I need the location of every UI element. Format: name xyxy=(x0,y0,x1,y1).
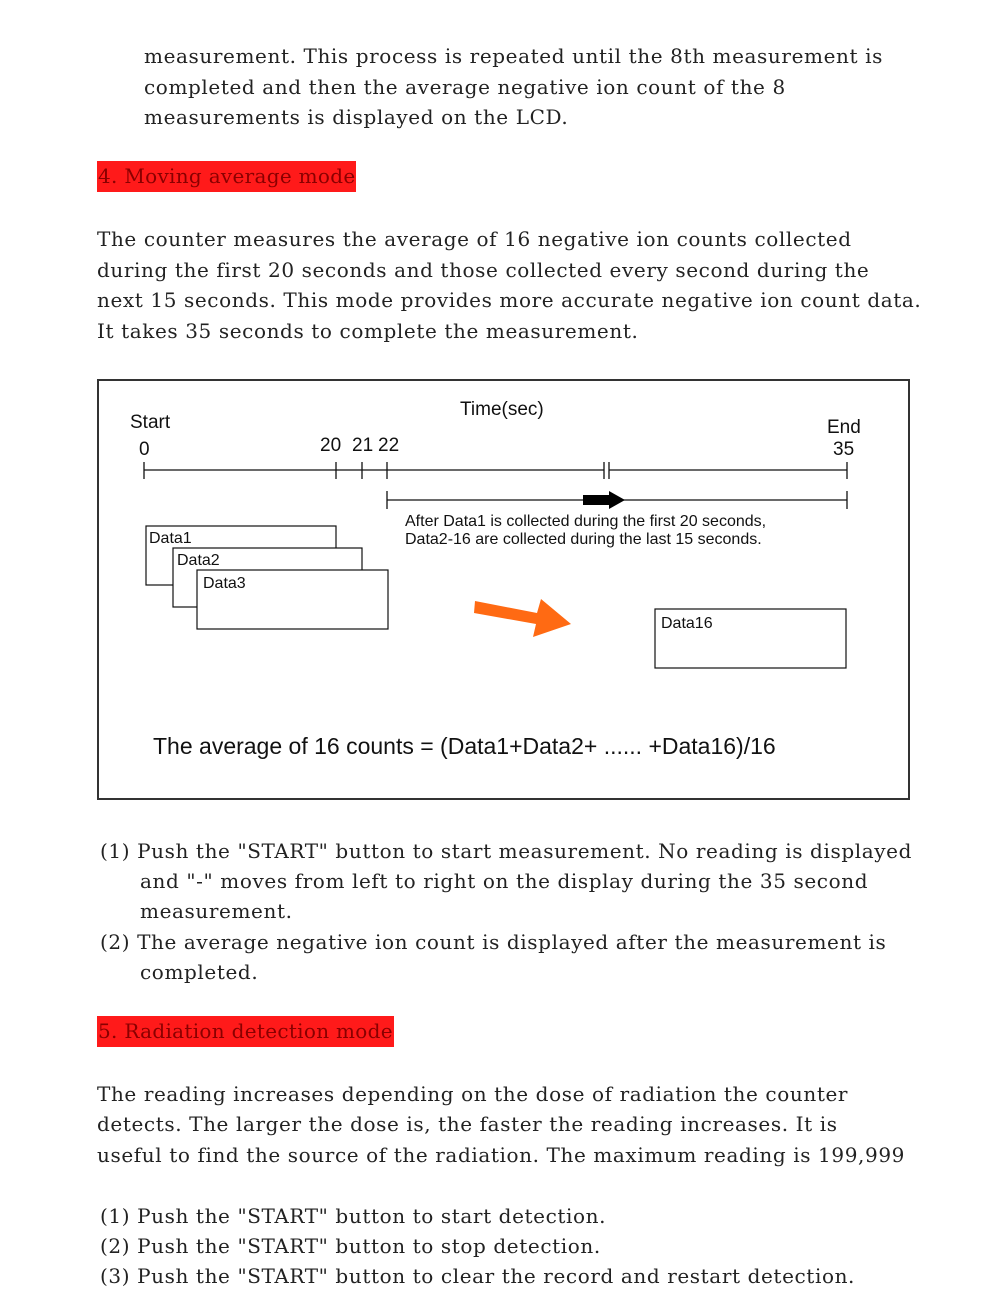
tick-label-22: 22 xyxy=(378,435,400,456)
section5-step-3: (3) Push the "START" button to clear the record and restart detection. xyxy=(100,1264,856,1288)
section5-para-line-3: useful to find the source of the radiation. The maximum reading is 199,999 xyxy=(97,1143,905,1167)
data16-label: Data16 xyxy=(661,615,713,632)
section4-step-2-line-2: completed. xyxy=(140,960,259,984)
data1-label: Data1 xyxy=(149,530,192,547)
section5-heading: 5. Radiation detection mode xyxy=(97,1016,394,1047)
timeline-figure xyxy=(99,381,908,798)
section4-step-1-line-1: (1) Push the "START" button to start measurement. No reading is displayed xyxy=(100,839,912,863)
section4-para-line-4: It takes 35 seconds to complete the measurement. xyxy=(97,319,639,343)
moving-average-diagram xyxy=(97,379,910,800)
end-value: 35 xyxy=(833,439,855,460)
start-value: 0 xyxy=(139,439,150,460)
section4-step-1-line-2: and "-" moves from left to right on the display during the 35 second xyxy=(140,869,869,893)
intro-line-1: measurement. This process is repeated until the 8th measurement is xyxy=(144,44,883,68)
orange-arrow-icon xyxy=(474,599,571,637)
note-line-1: After Data1 is collected during the first 20 seconds, xyxy=(405,513,767,530)
section5-para-line-1: The reading increases depending on the dose of radiation the counter xyxy=(97,1082,849,1106)
note-line-2: Data2-16 are collected during the last 15 seconds. xyxy=(405,531,762,548)
black-arrow-icon xyxy=(583,491,625,509)
end-label: End xyxy=(827,417,861,438)
timeline xyxy=(144,462,847,479)
section5-step-2: (2) Push the "START" button to stop detection. xyxy=(100,1234,601,1258)
average-formula: The average of 16 counts = (Data1+Data2+ ...... +Data16)/16 xyxy=(153,733,776,759)
section5-step-1: (1) Push the "START" button to start detection. xyxy=(100,1204,607,1228)
intro-line-2: completed and then the average negative ion count of the 8 xyxy=(144,75,786,99)
section4-step-2-line-1: (2) The average negative ion count is displayed after the measurement is xyxy=(100,930,887,954)
section4-para-line-1: The counter measures the average of 16 negative ion counts collected xyxy=(97,227,852,251)
data3-label: Data3 xyxy=(203,575,246,592)
section4-step-1-line-3: measurement. xyxy=(140,899,293,923)
section5-para-line-2: detects. The larger the dose is, the faster the reading increases. It is xyxy=(97,1112,838,1136)
section4-heading: 4. Moving average mode xyxy=(97,161,356,192)
intro-line-3: measurements is displayed on the LCD. xyxy=(144,105,569,129)
section4-para-line-2: during the first 20 seconds and those collected every second during the xyxy=(97,258,870,282)
data2-label: Data2 xyxy=(177,552,220,569)
tick-label-20: 20 xyxy=(320,435,342,456)
time-axis-label: Time(sec) xyxy=(460,399,544,420)
tick-label-21: 21 xyxy=(352,435,374,456)
section4-para-line-3: next 15 seconds. This mode provides more accurate negative ion count data. xyxy=(97,288,922,312)
start-label: Start xyxy=(130,412,171,433)
